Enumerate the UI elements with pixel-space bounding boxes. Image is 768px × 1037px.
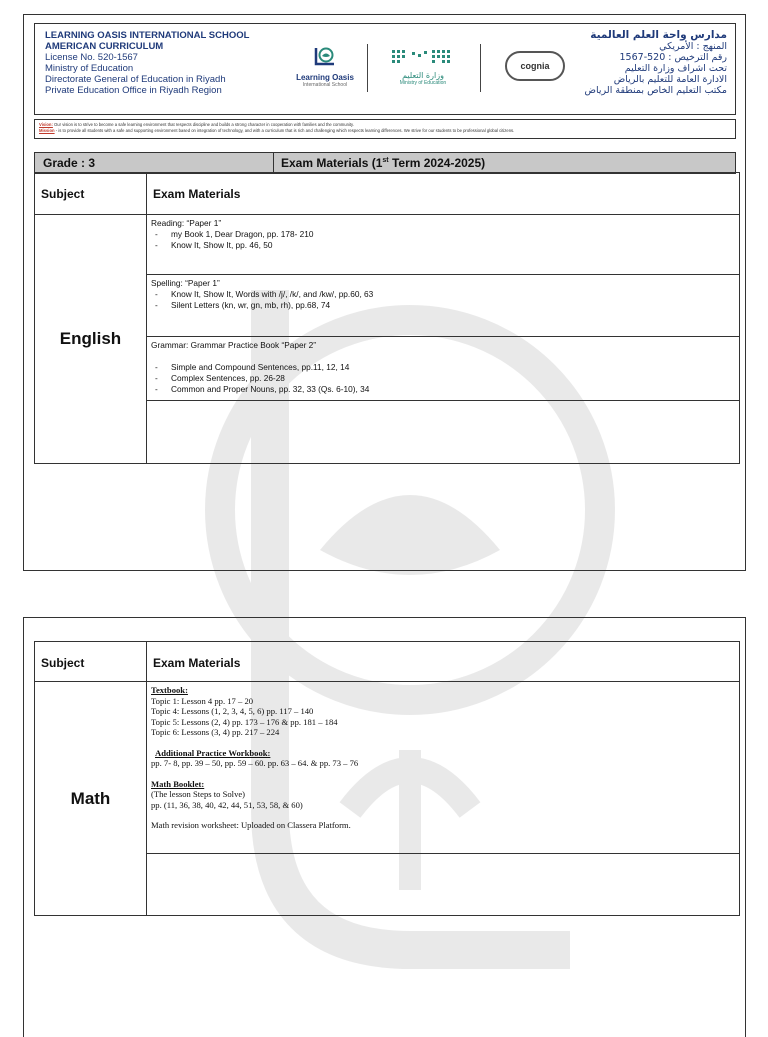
ministry-logo-arabic: وزارة التعليم — [402, 71, 444, 80]
textbook-line: Topic 1: Lesson 4 pp. 17 – 20 — [151, 695, 254, 706]
ministry: Ministry of Education — [45, 63, 134, 74]
vision-text: Our vision is to strive to become a safe learning environment that respects discipline and builds a strong character in cooperation with families and the community. — [52, 122, 354, 127]
arabic-line: المنهج : الأمريكي — [659, 41, 727, 52]
textbook-line: Topic 5: Lessons (2, 4) pp. 173 – 176 & pp. 181 – 184 — [151, 716, 338, 727]
list-item: - Silent Letters (kn, wr, gn, mb, rh), pp.68, 74 — [151, 300, 735, 311]
list-item: - Know It, Show It, pp. 46, 50 — [151, 240, 735, 251]
letterhead-english — [45, 30, 249, 96]
english-exam-table — [34, 172, 740, 464]
mission-label: Mission — [39, 128, 55, 133]
ministry-dots-icon — [388, 48, 458, 66]
list-item: - Know It, Show It, Words with /j/, /k/, and /kw/, pp.60, 63 — [151, 289, 735, 300]
logo-divider — [367, 44, 368, 92]
grammar-title: Grammar: Grammar Practice Book “Paper 2” — [151, 340, 317, 350]
ministry-logo — [379, 48, 467, 86]
ministry-logo-english: Ministry of Education — [399, 80, 447, 86]
empty-cell — [147, 854, 740, 916]
grade-label: Grade : 3 — [43, 156, 96, 170]
arabic-line: الادارة العامة للتعليم بالرياض — [613, 74, 727, 85]
workbook-line: pp. 7- 8, pp. 39 – 50, pp. 59 – 60. pp. 63 – 64. & pp. 73 – 76 — [151, 758, 359, 768]
empty-cell — [147, 401, 740, 464]
learning-oasis-logo — [285, 46, 365, 88]
subject-header: Subject — [35, 173, 147, 215]
learning-oasis-icon — [310, 46, 340, 68]
cognia-logo: cognia — [505, 51, 565, 81]
booklet-line: pp. (11, 36, 38, 40, 42, 44, 51, 53, 58, & 60) — [151, 799, 303, 810]
directorate: Directorate General of Education in Riyadh — [45, 74, 226, 85]
vision-label: Vision: — [39, 122, 53, 127]
booklet-title: Math Booklet: — [151, 778, 205, 789]
license-number: License No. 520-1567 — [45, 52, 138, 63]
education-office: Private Education Office in Riyadh Region — [45, 85, 222, 96]
spelling-section — [147, 275, 740, 337]
textbook-title: Textbook: — [151, 685, 188, 695]
logo-school-name: Learning Oasis — [296, 73, 354, 82]
arabic-line: مكتب التعليم الخاص بمنطقة الرياض — [584, 85, 727, 96]
workbook-title: Additional Practice Workbook: — [155, 747, 271, 758]
grammar-section — [147, 337, 740, 401]
letterhead — [34, 23, 736, 115]
list-item: - my Book 1, Dear Dragon, pp. 178- 210 — [151, 229, 735, 240]
logo-divider — [480, 44, 481, 92]
mission-text: - is to provide all students with a safe and supporting environment based on integration of technology, and with a curriculum that is rich and challenging which respects learning differences. We strive for our students to be professional global citizens. — [54, 128, 515, 133]
list-item: - Common and Proper Nouns, pp. 32, 33 (Qs. 6-10), 34 — [151, 384, 735, 395]
math-materials — [147, 682, 740, 854]
booklet-line: (The lesson Steps to Solve) — [151, 789, 246, 799]
arabic-line: رقم الترخيص : 520-1567 — [619, 52, 727, 63]
spelling-title: Spelling: “Paper 1” — [151, 278, 220, 288]
textbook-line: Topic 6: Lessons (3, 4) pp. 217 – 224 — [151, 727, 280, 737]
subject-header: Subject — [35, 642, 147, 682]
arabic-line: مدارس واحة العلم العالمية — [590, 29, 727, 41]
page-1 — [23, 14, 746, 571]
subject-math: Math — [35, 682, 147, 916]
letterhead-arabic — [585, 30, 727, 96]
curriculum: AMERICAN CURRICULUM — [45, 41, 164, 52]
revision-line: Math revision worksheet: Uploaded on Classera Platform. — [151, 820, 351, 830]
logo-school-sub: International School — [302, 82, 348, 88]
exam-materials-title: Exam Materials (1st Term 2024-2025) — [281, 156, 486, 170]
vision-mission-box — [34, 119, 736, 139]
subject-english: English — [35, 215, 147, 464]
materials-header: Exam Materials — [147, 173, 740, 215]
math-exam-table — [34, 641, 740, 916]
reading-title: Reading: “Paper 1” — [151, 218, 222, 228]
grade-bar — [34, 152, 736, 174]
list-item: - Simple and Compound Sentences, pp.11, 12, 14 — [151, 362, 735, 373]
arabic-line: تحت اشراف وزارة التعليم — [624, 63, 727, 74]
materials-header: Exam Materials — [147, 642, 740, 682]
textbook-line: Topic 4: Lessons (1, 2, 3, 4, 5, 6) pp. 117 – 140 — [151, 706, 314, 716]
reading-section — [147, 215, 740, 275]
school-name: LEARNING OASIS INTERNATIONAL SCHOOL — [45, 30, 250, 41]
list-item: - Complex Sentences, pp. 26-28 — [151, 373, 735, 384]
page-2 — [23, 617, 746, 1037]
